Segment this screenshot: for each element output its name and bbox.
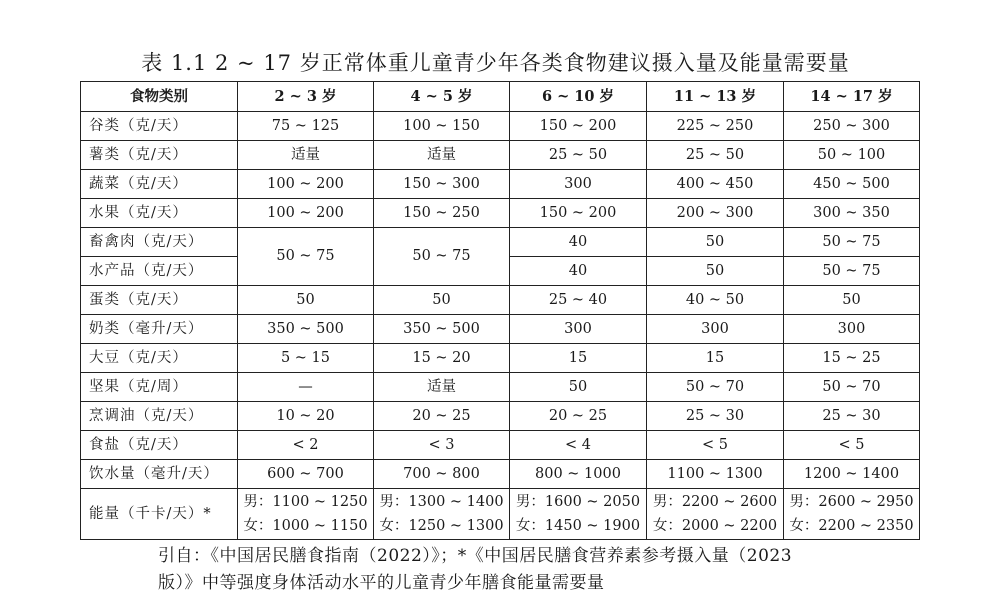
table-cell: 250 ~ 300 — [784, 112, 920, 141]
table-cell: 300 — [784, 315, 920, 344]
table-cell: < 3 — [374, 431, 510, 460]
table-cell: < 4 — [510, 431, 647, 460]
energy-male: 男：1300 ~ 1400 — [379, 494, 504, 510]
table-cell: 适量 — [374, 141, 510, 170]
table-cell: 25 ~ 40 — [510, 286, 647, 315]
table-cell: 350 ~ 500 — [238, 315, 374, 344]
merged-table-cell: 50 ~ 75 — [238, 228, 374, 286]
table-row-soybeans — [81, 344, 920, 373]
merged-table-cell: 50 ~ 75 — [374, 228, 510, 286]
table-cell: 800 ~ 1000 — [510, 460, 647, 489]
energy-male: 男：2600 ~ 2950 — [789, 494, 914, 510]
table-cell: 50 — [784, 286, 920, 315]
table-cell: 100 ~ 200 — [238, 170, 374, 199]
table-row-fruits — [81, 199, 920, 228]
table-cell: 350 ~ 500 — [374, 315, 510, 344]
table-cell: 1200 ~ 1400 — [784, 460, 920, 489]
row-label: 水果（克/天） — [81, 199, 238, 228]
table-cell: 40 ~ 50 — [647, 286, 784, 315]
table-cell: 150 ~ 200 — [510, 199, 647, 228]
table-cell: 50 ~ 70 — [647, 373, 784, 402]
table-cell: 400 ~ 450 — [647, 170, 784, 199]
table-cell: 300 — [510, 170, 647, 199]
table-cell: 100 ~ 150 — [374, 112, 510, 141]
table-row-tubers — [81, 141, 920, 170]
table-cell: 15 ~ 25 — [784, 344, 920, 373]
energy-male: 男：1100 ~ 1250 — [243, 494, 368, 510]
energy-female: 女：2200 ~ 2350 — [789, 518, 914, 534]
table-cell: 40 — [510, 228, 647, 257]
table-cell: 1100 ~ 1300 — [647, 460, 784, 489]
table-cell: 50 — [647, 257, 784, 286]
row-label: 蛋类（克/天） — [81, 286, 238, 315]
table-cell: 50 ~ 100 — [784, 141, 920, 170]
table-header-row — [81, 82, 920, 112]
table-cell: 5 ~ 15 — [238, 344, 374, 373]
table-cell: 50 ~ 75 — [784, 228, 920, 257]
header-age-2-3: 2 ~ 3 岁 — [238, 82, 374, 112]
table-cell: 20 ~ 25 — [510, 402, 647, 431]
table-cell: 75 ~ 125 — [238, 112, 374, 141]
table-cell: 300 — [647, 315, 784, 344]
table-cell: 15 — [510, 344, 647, 373]
table-cell: 200 ~ 300 — [647, 199, 784, 228]
header-food-category: 食物类别 — [81, 82, 238, 112]
table-cell: 700 ~ 800 — [374, 460, 510, 489]
row-label: 能量（千卡/天）* — [81, 489, 238, 540]
source-note-line: 引自：《中国居民膳食指南（2022）》；*《中国居民膳食营养素参考摄入量（2023 — [158, 546, 793, 566]
header-age-6-10: 6 ~ 10 岁 — [510, 82, 647, 112]
row-label: 大豆（克/天） — [81, 344, 238, 373]
energy-cell — [374, 489, 510, 540]
table-cell: 300 ~ 350 — [784, 199, 920, 228]
row-label: 饮水量（毫升/天） — [81, 460, 238, 489]
table-cell: 25 ~ 30 — [784, 402, 920, 431]
table-cell: 15 ~ 20 — [374, 344, 510, 373]
table-cell: 50 — [374, 286, 510, 315]
food-intake-table — [80, 81, 920, 540]
table-row-oil — [81, 402, 920, 431]
row-label: 谷类（克/天） — [81, 112, 238, 141]
source-note-line: 版）》中等强度身体活动水平的儿童青少年膳食能量需要量 — [158, 573, 605, 593]
table-cell: 25 ~ 50 — [510, 141, 647, 170]
table-cell: 50 — [238, 286, 374, 315]
table-cell: 50 ~ 75 — [784, 257, 920, 286]
table-cell: 450 ~ 500 — [784, 170, 920, 199]
energy-female: 女：1450 ~ 1900 — [515, 518, 641, 534]
table-row-grains — [81, 112, 920, 141]
table-cell: 225 ~ 250 — [647, 112, 784, 141]
table-cell: 适量 — [238, 141, 374, 170]
row-label: 畜禽肉（克/天） — [81, 228, 238, 257]
table-cell: < 2 — [238, 431, 374, 460]
row-label: 薯类（克/天） — [81, 141, 238, 170]
energy-male: 男：1600 ~ 2050 — [515, 494, 641, 510]
table-row-water — [81, 460, 920, 489]
table-cell: 适量 — [374, 373, 510, 402]
table-cell: 100 ~ 200 — [238, 199, 374, 228]
row-label: 食盐（克/天） — [81, 431, 238, 460]
table-cell: < 5 — [647, 431, 784, 460]
table-row-nuts — [81, 373, 920, 402]
energy-male: 男：2200 ~ 2600 — [652, 494, 778, 510]
table-cell: 25 ~ 50 — [647, 141, 784, 170]
table-cell: 40 — [510, 257, 647, 286]
table-cell: 150 ~ 250 — [374, 199, 510, 228]
energy-cell — [510, 489, 647, 540]
source-note — [158, 543, 878, 597]
table-row-vegetables — [81, 170, 920, 199]
table-cell: 20 ~ 25 — [374, 402, 510, 431]
row-label: 烹调油（克/天） — [81, 402, 238, 431]
table-cell: — — [238, 373, 374, 402]
table-cell: 15 — [647, 344, 784, 373]
table-cell: 50 ~ 70 — [784, 373, 920, 402]
energy-cell — [647, 489, 784, 540]
header-age-4-5: 4 ~ 5 岁 — [374, 82, 510, 112]
table-row-milk — [81, 315, 920, 344]
energy-female: 女：1250 ~ 1300 — [379, 518, 504, 534]
table-row-eggs — [81, 286, 920, 315]
header-age-11-13: 11 ~ 13 岁 — [647, 82, 784, 112]
energy-cell — [238, 489, 374, 540]
table-row-meat — [81, 228, 920, 257]
table-cell: 150 ~ 300 — [374, 170, 510, 199]
energy-female: 女：1000 ~ 1150 — [243, 518, 368, 534]
table-cell: 10 ~ 20 — [238, 402, 374, 431]
table-cell: < 5 — [784, 431, 920, 460]
table-cell: 600 ~ 700 — [238, 460, 374, 489]
table-cell: 50 — [510, 373, 647, 402]
table-cell: 150 ~ 200 — [510, 112, 647, 141]
energy-cell — [784, 489, 920, 540]
table-cell: 25 ~ 30 — [647, 402, 784, 431]
row-label: 水产品（克/天） — [81, 257, 238, 286]
row-label: 坚果（克/周） — [81, 373, 238, 402]
row-label: 奶类（毫升/天） — [81, 315, 238, 344]
energy-female: 女：2000 ~ 2200 — [652, 518, 778, 534]
table-title: 表 1.1 2 ~ 17 岁正常体重儿童青少年各类食物建议摄入量及能量需要量 — [141, 51, 850, 75]
header-age-14-17: 14 ~ 17 岁 — [784, 82, 920, 112]
table-row-salt — [81, 431, 920, 460]
table-cell: 50 — [647, 228, 784, 257]
row-label: 蔬菜（克/天） — [81, 170, 238, 199]
table-row-energy — [81, 489, 920, 540]
table-cell: 300 — [510, 315, 647, 344]
